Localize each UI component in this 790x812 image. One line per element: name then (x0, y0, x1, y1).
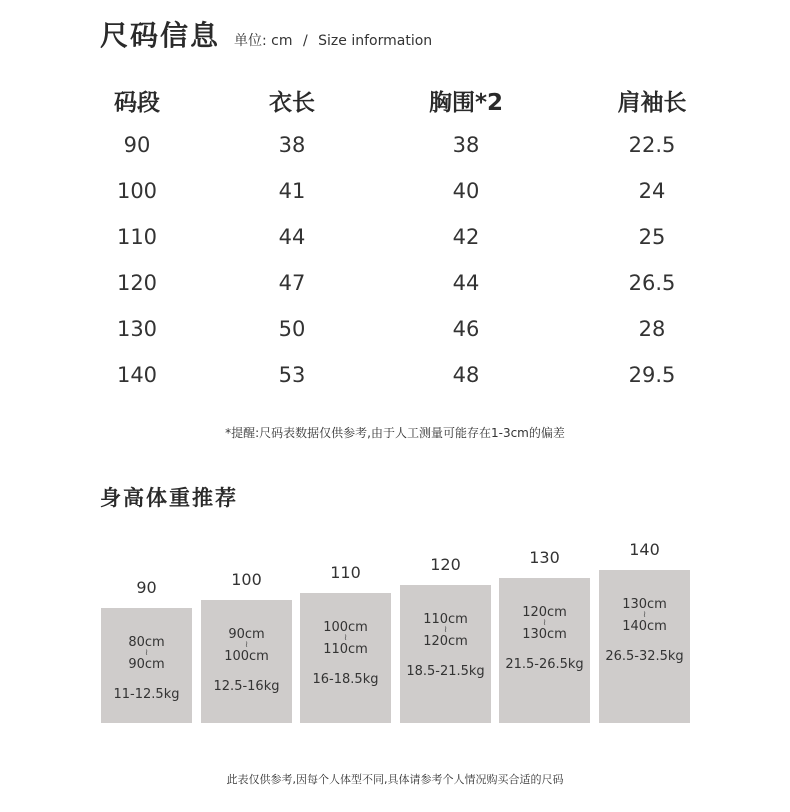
size-label: 110 (330, 563, 361, 582)
weight-range: 16-18.5kg (312, 672, 379, 687)
table-row (58, 122, 740, 168)
table-row (58, 352, 740, 398)
weight-range: 21.5-26.5kg (505, 657, 584, 672)
column-header-chest: 胸围*2 (428, 89, 504, 116)
unit-info (234, 30, 432, 50)
range-symbol: ≀ (542, 618, 547, 628)
table-cell: 44 (278, 225, 306, 249)
table-cell: 90 (123, 133, 151, 157)
recommend-title: 身高体重推荐 (100, 486, 238, 510)
height-from: 90cm (228, 627, 265, 642)
footer-note: 此表仅供参考,因每个人体型不同,具体请参考个人情况购买合适的尺码 (226, 773, 564, 786)
size-label: 100 (231, 570, 262, 589)
size-label: 90 (136, 578, 157, 597)
table-cell: 46 (452, 317, 480, 341)
range-symbol: ≀ (642, 610, 647, 620)
table-cell: 42 (452, 225, 480, 249)
weight-range: 26.5-32.5kg (605, 649, 684, 664)
unit-label: 单位: cm (234, 33, 293, 49)
measurement-note: *提醒:尺码表数据仅供参考,由于人工测量可能存在1-3cm的偏差 (225, 426, 565, 440)
column-header-length: 衣长 (269, 89, 315, 116)
table-cell: 40 (452, 179, 480, 203)
recommend-item (499, 548, 590, 723)
table-cell: 53 (278, 363, 306, 387)
table-cell: 41 (278, 179, 306, 203)
table-cell: 38 (452, 133, 480, 157)
recommend-item (599, 540, 690, 723)
weight-range: 12.5-16kg (213, 679, 280, 694)
height-from: 80cm (128, 635, 165, 650)
table-cell: 140 (116, 363, 158, 387)
height-weight-box (300, 593, 391, 723)
range-symbol: ≀ (144, 648, 149, 658)
table-row (58, 214, 740, 260)
table-row (58, 260, 740, 306)
height-to: 120cm (423, 634, 468, 649)
table-cell: 50 (278, 317, 306, 341)
height-weight-box (201, 600, 292, 723)
table-cell: 44 (452, 271, 480, 295)
height-weight-box (400, 585, 491, 723)
table-cell: 38 (278, 133, 306, 157)
height-to: 110cm (323, 642, 368, 657)
header (100, 14, 432, 54)
table-cell: 48 (452, 363, 480, 387)
table-cell: 120 (116, 271, 158, 295)
height-to: 100cm (224, 649, 269, 664)
column-header-size: 码段 (114, 89, 160, 116)
unit-english-label: Size information (318, 33, 433, 49)
recommend-item (400, 555, 491, 723)
size-label: 140 (629, 540, 660, 559)
recommend-chart (101, 540, 690, 723)
table-cell: 29.5 (628, 363, 676, 387)
recommend-item (300, 563, 391, 723)
height-to: 90cm (128, 657, 165, 672)
table-cell: 26.5 (628, 271, 676, 295)
table-row (58, 306, 740, 352)
size-label: 130 (529, 548, 560, 567)
range-symbol: ≀ (343, 633, 348, 643)
page-title: 尺码信息 (100, 19, 221, 52)
weight-range: 11-12.5kg (113, 687, 180, 702)
height-to: 140cm (622, 619, 667, 634)
range-symbol: ≀ (244, 640, 249, 650)
height-weight-box (599, 570, 690, 723)
table-header-row (58, 78, 740, 122)
unit-separator: / (302, 33, 308, 49)
size-label: 120 (430, 555, 461, 574)
height-from: 100cm (323, 620, 368, 635)
table-cell: 130 (116, 317, 158, 341)
height-weight-box (499, 578, 590, 723)
table-cell: 100 (116, 179, 158, 203)
table-cell: 110 (116, 225, 158, 249)
recommend-item (201, 570, 292, 723)
weight-range: 18.5-21.5kg (406, 664, 485, 679)
range-symbol: ≀ (443, 625, 448, 635)
height-from: 120cm (522, 605, 567, 620)
height-from: 110cm (423, 612, 468, 627)
table-row (58, 168, 740, 214)
table-cell: 22.5 (628, 133, 676, 157)
height-to: 130cm (522, 627, 567, 642)
size-table (58, 78, 740, 398)
table-cell: 28 (638, 317, 666, 341)
table-cell: 25 (638, 225, 666, 249)
height-from: 130cm (622, 597, 667, 612)
recommend-item (101, 578, 192, 723)
height-weight-box (101, 608, 192, 723)
table-cell: 47 (278, 271, 306, 295)
table-cell: 24 (638, 179, 666, 203)
column-header-sleeve: 肩袖长 (617, 89, 687, 116)
